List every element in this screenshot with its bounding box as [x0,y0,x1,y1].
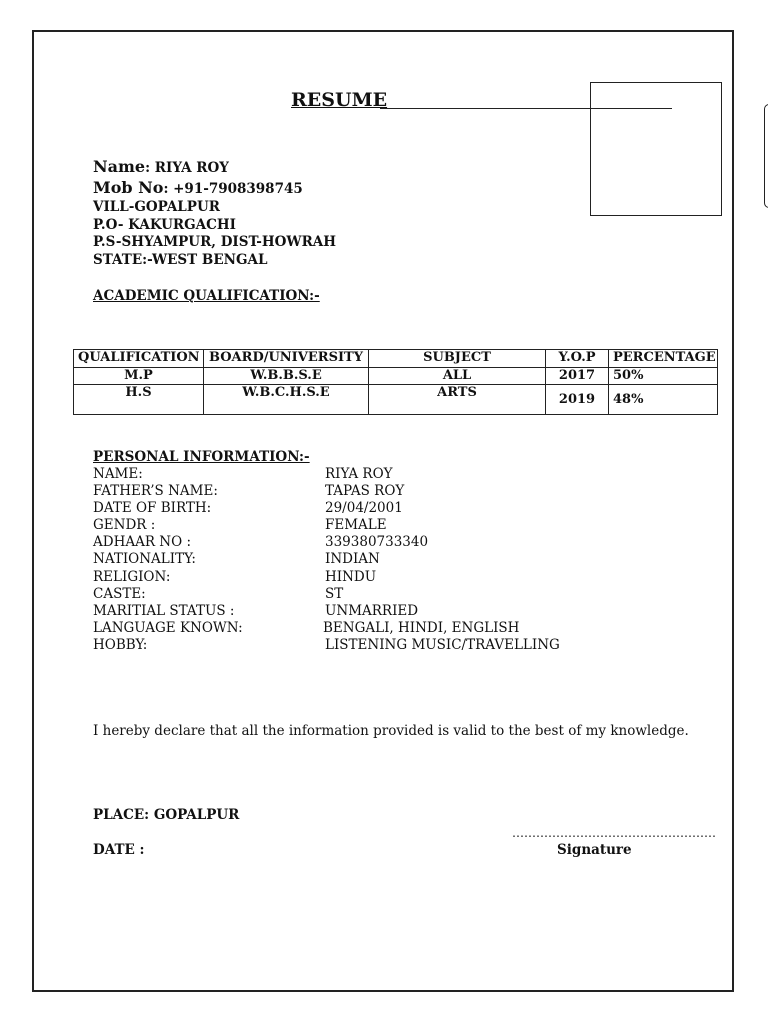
personal-label: MARITIAL STATUS : [93,603,235,619]
personal-label: NAME: [93,466,143,482]
table-cell: ARTS [369,385,546,415]
document-title: RESUME [291,89,388,111]
table-row [74,385,718,415]
qualification-table [73,349,718,415]
address-line: STATE:-WEST BENGAL [93,252,268,268]
personal-value: ST [325,586,344,602]
personal-value: BENGALI, HINDI, ENGLISH [323,620,520,636]
table-header-row [74,350,718,368]
table-cell: 48% [609,385,718,415]
signature-dots: …………………………………………… [512,826,716,840]
personal-value: RIYA ROY [325,466,393,482]
side-tab [764,104,768,208]
place-text: PLACE: GOPALPUR [93,807,240,823]
table-cell: W.B.C.H.S.E [204,385,369,415]
table-cell: ALL [369,368,546,385]
name-label: Name [93,157,146,176]
personal-value: 29/04/2001 [325,500,403,516]
personal-heading: PERSONAL INFORMATION:- [93,449,310,465]
personal-label: ADHAAR NO : [93,534,192,550]
signature-label: Signature [557,842,632,858]
personal-label: GENDR : [93,517,156,533]
column-header: SUBJECT [369,350,546,368]
mobile-value: : +91-7908398745 [163,181,303,197]
personal-label: NATIONALITY: [93,551,196,567]
personal-value: 339380733340 [325,534,429,550]
address-line: P.O- KAKURGACHI [93,217,236,233]
academic-heading: ACADEMIC QUALIFICATION:- [93,288,320,304]
personal-value: UNMARRIED [325,603,419,619]
name-line [93,157,229,176]
date-text: DATE : [93,842,145,858]
declaration-text: I hereby declare that all the information provided is valid to the best of my knowledge. [93,723,689,739]
address-line: P.S-SHYAMPUR, DIST-HOWRAH [93,234,337,250]
personal-value: FEMALE [325,517,387,533]
personal-label: RELIGION: [93,569,171,585]
column-header: Y.O.P [546,350,609,368]
column-header: BOARD/UNIVERSITY [204,350,369,368]
photo-box [590,82,722,216]
name-value: : RIYA ROY [145,160,229,176]
personal-value: TAPAS ROY [325,483,405,499]
personal-value: INDIAN [325,551,380,567]
personal-label: DATE OF BIRTH: [93,500,212,516]
table-row [74,368,718,385]
table-cell: H.S [74,385,204,415]
address-line: VILL-GOPALPUR [93,199,220,215]
personal-label: LANGUAGE KNOWN: [93,620,243,636]
personal-value: LISTENING MUSIC/TRAVELLING [325,637,560,653]
column-header: QUALIFICATION [74,350,204,368]
column-header: PERCENTAGE [609,350,718,368]
table-cell: W.B.B.S.E [204,368,369,385]
personal-label: HOBBY: [93,637,148,653]
mobile-label: Mob No [93,178,164,197]
table-cell: M.P [74,368,204,385]
personal-label: FATHER’S NAME: [93,483,218,499]
personal-value: HINDU [325,569,377,585]
personal-label: CASTE: [93,586,146,602]
mobile-line [93,178,303,197]
table-cell: 2019 [546,385,609,415]
table-cell: 2017 [546,368,609,385]
table-cell: 50% [609,368,718,385]
